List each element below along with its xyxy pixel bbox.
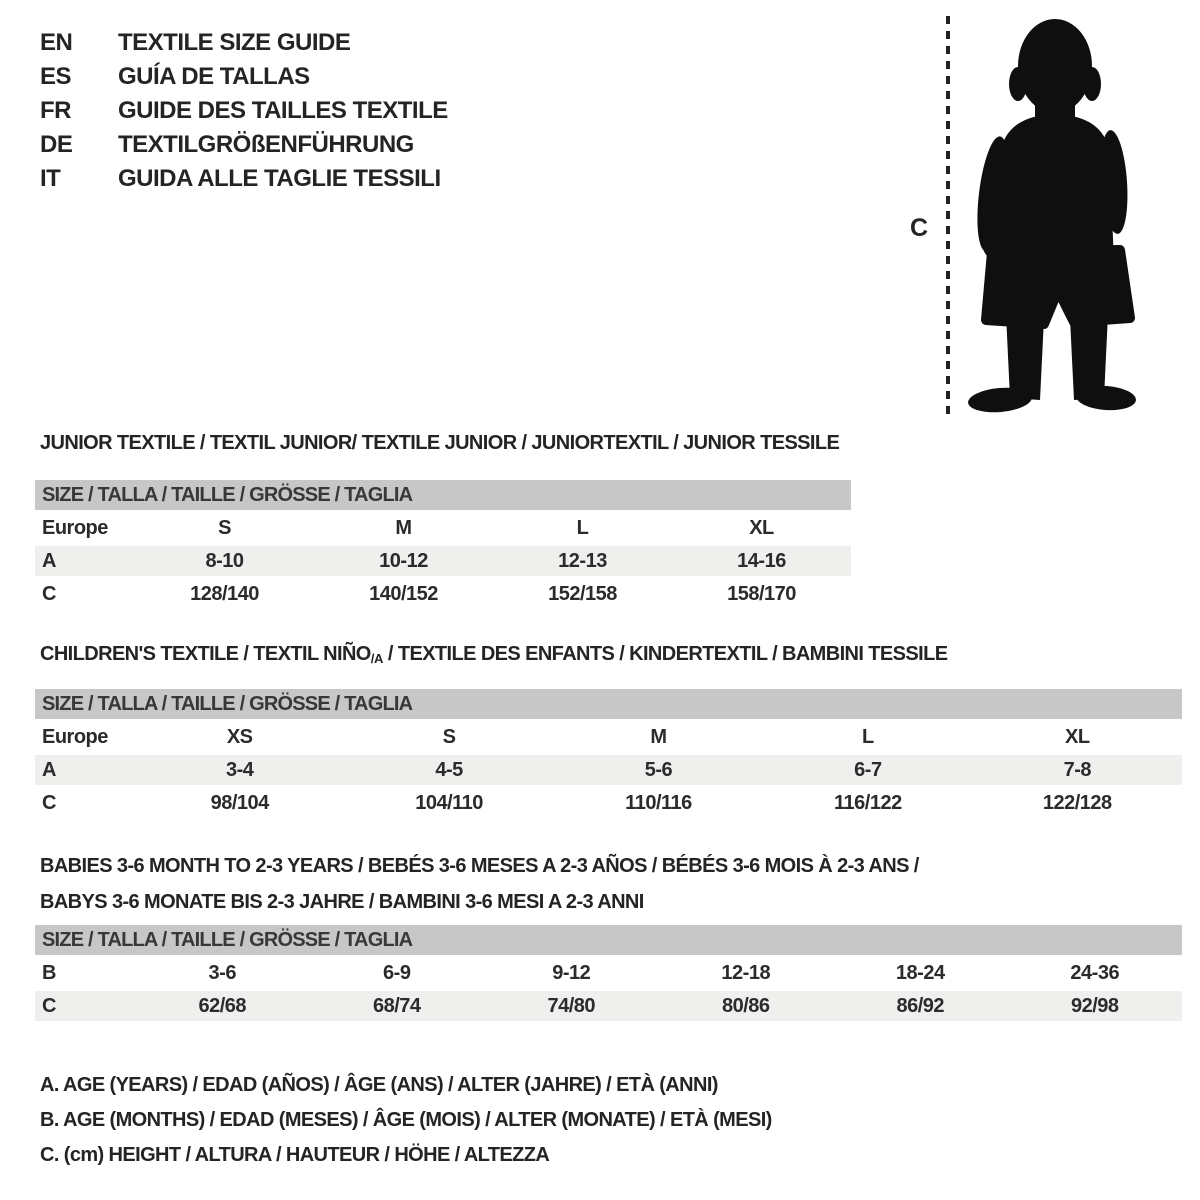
table-row-europe [35, 722, 1182, 752]
lang-row-it [40, 162, 448, 196]
lang-code: ES [40, 63, 72, 90]
lang-row-de [40, 128, 448, 162]
value-cell: 110/116 [625, 791, 692, 814]
size-cell: S [218, 516, 231, 539]
row-label: A [35, 546, 135, 576]
table-row-age [35, 546, 851, 576]
lang-row-en [40, 26, 448, 60]
babies-size-table [35, 922, 1182, 1024]
value-cell: 104/110 [415, 791, 483, 814]
row-label: Europe [42, 725, 108, 748]
row-label: B [42, 961, 56, 984]
table-header-row [35, 689, 1182, 719]
language-title-list [40, 26, 448, 196]
value-cell: 12-13 [493, 546, 672, 576]
children-title-sub: /A [370, 651, 383, 666]
lang-title: GUIDE DES TAILLES TEXTILE [118, 97, 448, 124]
legend-line-a: A. AGE (YEARS) / EDAD (AÑOS) / ÂGE (ANS) / ALTER (JAHRE) / ETÀ (ANNI) [40, 1074, 718, 1096]
size-cell: M [395, 516, 412, 539]
lang-code: DE [40, 131, 73, 158]
value-cell: 12-18 [721, 961, 771, 984]
children-section-title [40, 642, 947, 671]
lang-row-fr [40, 94, 448, 128]
toddler-silhouette-icon [962, 14, 1162, 424]
lang-title: TEXTILE SIZE GUIDE [118, 29, 351, 56]
measurement-legend [40, 1068, 772, 1173]
value-cell: 24-36 [1070, 961, 1120, 984]
value-cell: 7-8 [973, 755, 1182, 785]
value-cell: 98/104 [210, 791, 269, 814]
junior-section-title: JUNIOR TEXTILE / TEXTIL JUNIOR/ TEXTILE JUNIOR / JUNIORTEXTIL / JUNIOR TESSILE [40, 432, 840, 454]
table-row-height [35, 788, 1182, 818]
size-cell: XL [749, 516, 774, 539]
size-cell: XS [226, 725, 253, 748]
value-cell: 158/170 [727, 582, 796, 605]
junior-size-table [35, 477, 851, 612]
lang-title: GUIDA ALLE TAGLIE TESSILI [118, 165, 441, 192]
value-cell: 9-12 [552, 961, 591, 984]
value-cell: 4-5 [344, 755, 553, 785]
table-header-row [35, 480, 851, 510]
size-cell: S [442, 725, 456, 748]
height-measure-dashed-line [945, 16, 951, 423]
table-row-age [35, 755, 1182, 785]
table-row-height [35, 991, 1182, 1021]
lang-code: EN [40, 29, 73, 56]
value-cell: 74/80 [484, 991, 659, 1021]
value-cell: 116/122 [834, 791, 902, 814]
value-cell: 62/68 [135, 991, 310, 1021]
value-cell: 8-10 [135, 546, 314, 576]
lang-row-es [40, 60, 448, 94]
value-cell: 10-12 [314, 546, 493, 576]
children-size-table [35, 686, 1182, 821]
table-row-months [35, 958, 1182, 988]
babies-section-title [40, 848, 919, 920]
babies-title-line2: BABYS 3-6 MONATE BIS 2-3 JAHRE / BAMBINI 3-6 MESI A 2-3 ANNI [40, 891, 644, 913]
row-label: A [35, 755, 135, 785]
size-cell: M [650, 725, 667, 748]
row-label: C [42, 582, 56, 605]
value-cell: 86/92 [833, 991, 1008, 1021]
value-cell: 3-6 [208, 961, 236, 984]
value-cell: 18-24 [895, 961, 945, 984]
table-row-height [35, 579, 851, 609]
measure-label-c: C [910, 214, 929, 242]
legend-line-b: B. AGE (MONTHS) / EDAD (MESES) / ÂGE (MOIS) / ALTER (MONATE) / ETÀ (MESI) [40, 1109, 772, 1131]
lang-code: FR [40, 97, 71, 124]
size-header-label: SIZE / TALLA / TAILLE / GRÖSSE / TAGLIA [35, 925, 1182, 955]
children-title-suffix: / TEXTILE DES ENFANTS / KINDERTEXTIL / BAMBINI TESSILE [382, 643, 948, 665]
size-cell: XL [1065, 725, 1090, 748]
value-cell: 92/98 [1008, 991, 1183, 1021]
row-label: Europe [42, 516, 108, 539]
value-cell: 6-7 [763, 755, 972, 785]
value-cell: 80/86 [659, 991, 834, 1021]
value-cell: 6-9 [383, 961, 411, 984]
size-header-label: SIZE / TALLA / TAILLE / GRÖSSE / TAGLIA [35, 480, 851, 510]
legend-line-c: C. (cm) HEIGHT / ALTURA / HAUTEUR / HÖHE / ALTEZZA [40, 1144, 550, 1166]
table-header-row [35, 925, 1182, 955]
row-label: C [42, 791, 56, 814]
size-header-label: SIZE / TALLA / TAILLE / GRÖSSE / TAGLIA [35, 689, 1182, 719]
value-cell: 3-4 [135, 755, 344, 785]
lang-title: TEXTILGRÖßENFÜHRUNG [118, 131, 414, 158]
value-cell: 14-16 [672, 546, 851, 576]
size-cell: L [862, 725, 874, 748]
lang-code: IT [40, 165, 61, 192]
value-cell: 68/74 [310, 991, 485, 1021]
children-title-prefix: CHILDREN'S TEXTILE / TEXTIL NIÑO [40, 643, 371, 665]
size-cell: L [576, 516, 589, 539]
value-cell: 122/128 [1042, 791, 1112, 814]
value-cell: 128/140 [190, 582, 259, 605]
row-label: C [35, 991, 135, 1021]
value-cell: 5-6 [554, 755, 763, 785]
babies-title-line1: BABIES 3-6 MONTH TO 2-3 YEARS / BEBÉS 3-6 MESES A 2-3 AÑOS / BÉBÉS 3-6 MOIS À 2-3 ANS / [40, 855, 919, 877]
table-row-europe [35, 513, 851, 543]
lang-title: GUÍA DE TALLAS [118, 63, 310, 90]
value-cell: 152/158 [548, 582, 617, 605]
value-cell: 140/152 [369, 582, 438, 605]
